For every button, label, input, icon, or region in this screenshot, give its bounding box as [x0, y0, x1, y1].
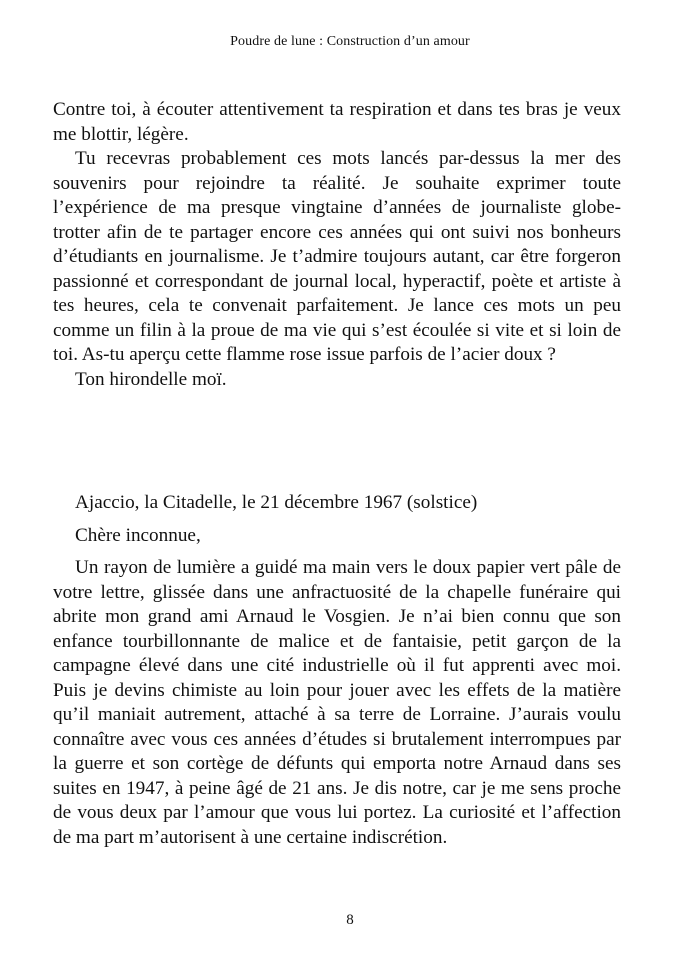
letter-one: [53, 98, 621, 392]
letter-two: [53, 491, 621, 850]
letter-body: Un rayon de lumière a guidé ma main vers le doux papier vert pâle de votre lettre, glissée dans une anfractuosité de la chapelle funéraire qui abrite mon grand ami Arnaud le Vosgien. Je n’ai bien connu que son enfance tourbillonnante de malice et de fantaisie, petit garçon de la campagne élevé dans une cité industrielle où il fut apprenti avec moi. Puis je devins chimiste au loin pour jouer avec les effets de la matière qu’il maniait autrement, attaché à sa terre de Lorraine. J’aurais voulu connaître avec vous ces années d’études si brutalement interrompues par la guerre et son cortège de défunts qui emporta notre Arnaud dans ses suites en 1947, à peine âgé de 21 ans. Je dis notre, car je me sens proche de vous deux par l’amour que vous lui portez. La curiosité et l’affection de ma part m’autorisent à une certaine indiscrétion.: [53, 557, 621, 848]
running-header: Poudre de lune : Construction d’un amour: [230, 34, 470, 49]
salutation: Chère inconnue,: [75, 524, 201, 546]
signature-line: Ton hirondelle moï.: [75, 368, 227, 390]
paragraph-continuation: Contre toi, à écouter attentivement ta respiration et dans tes bras je veux me blottir, légère.: [53, 99, 621, 145]
paragraph-main: Tu recevras probablement ces mots lancés par-dessus la mer des souvenirs pour rejoindre ta réalité. Je souhaite exprimer toute l’expérience de ma presque vingtaine d’années de journaliste globe-trotter afin de te partager encore ces années qui ont suivi nos bonheurs d’étudiants en journalisme. Je t’admire toujours autant, car être forgeron passionné et correspondant de journal local, hyperactif, poète et artiste à tes heures, cela te convenait parfaitement. Je lance ces mots un peu comme un filin à la proue de ma vie qui s’est écoulée si vite et si loin de toi. As-tu aperçu cette flamme rose issue parfois de l’acier doux ?: [53, 148, 621, 365]
dateline: Ajaccio, la Citadelle, le 21 décembre 1967 (solstice): [75, 492, 478, 513]
page-number: 8: [346, 912, 354, 928]
